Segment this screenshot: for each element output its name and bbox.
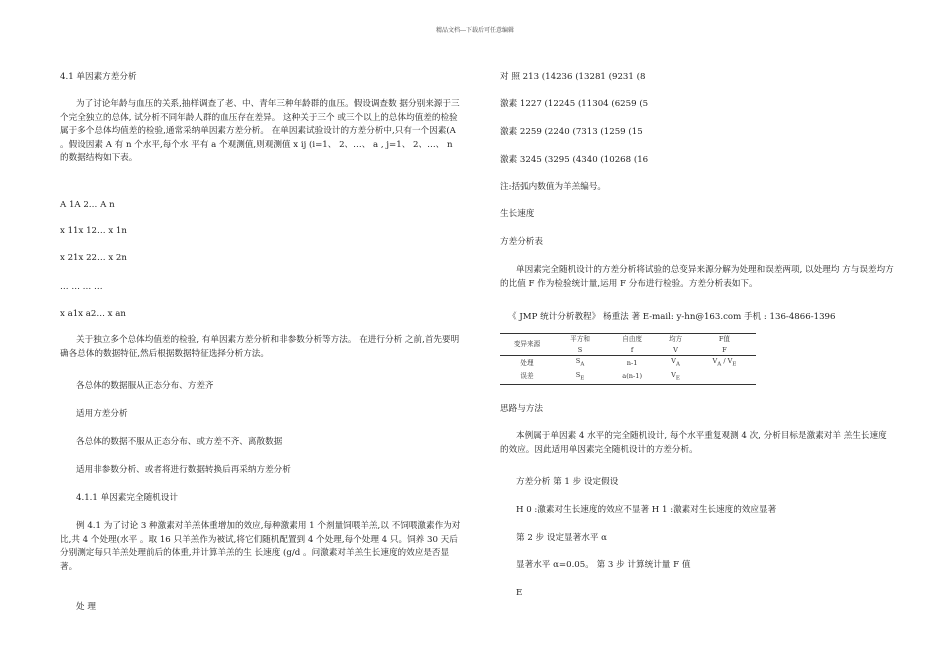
anova-table — [500, 333, 756, 385]
data-row-hormone-1: 激素 1227 (12245 (11304 (6259 (5 — [500, 99, 649, 109]
data-row-control: 对 照 213 (14236 (13281 (9231 (8 — [500, 72, 646, 82]
anova-row-treatment — [500, 356, 756, 370]
header-ms-symbol: V — [658, 345, 693, 356]
header-df-symbol: f — [606, 345, 658, 356]
citation-line: 《 JMP 统计分析教程》 杨重法 著 E-mail: y-hn@163.com 手机 : 136-4866-1396 — [508, 312, 836, 322]
method-paragraph: 关于独立多个总体均值差的检验, 有单因素方差分析和非参数分析等方法。 在进行分析 之前,首先要明确各总体的数据特征,然后根据数据特征选择分析方法。 — [60, 335, 460, 359]
data-row-hormone-3: 激素 3245 (3295 (4340 (10268 (16 — [500, 155, 649, 165]
header-source: 变异来源 — [500, 334, 554, 356]
section-title: 4.1 单因素方差分析 — [60, 72, 137, 82]
step-2: 第 2 步 设定显著水平 α — [516, 533, 607, 543]
header-df: 自由度 — [606, 334, 658, 345]
structure-row-xa: x a1x a2… x an — [60, 309, 126, 319]
e-label: E — [516, 588, 523, 598]
step-1: 方差分析 第 1 步 设定假设 — [516, 477, 619, 487]
treatment-label: 处 理 — [76, 602, 96, 612]
example-paragraph: 例 4.1 为了讨论 3 种激素对羊羔体重增加的效应,每种激素用 1 个剂量饲喂羊羔,以 不饲喂激素作为对比,共 4 个处理(水平 。取 16 只羊羔作为被试,将它们随机配置到 4 个处理,每个处理 4 只。饲养 30 天后分别测定每只羊羔处理前后的体重,并计算羊羔的生 长速度 (g/d 。问激素对羊羔生长速度的效应是否显著。 — [60, 521, 461, 572]
alpha-line: 显著水平 α=0.05。 第 3 步 计算统计量 F 值 — [516, 560, 691, 570]
row-error-f — [693, 370, 756, 384]
anova-table-title: 方差分析表 — [500, 237, 543, 247]
row-treatment-f: $V_A / V_E$ — [712, 357, 737, 368]
row-error-df: a(n-1) — [606, 370, 658, 384]
hypothesis-line: H 0 :激素对生长速度的效应不显著 H 1 :激素对生长速度的效应显著 — [516, 505, 777, 515]
header-f: F值 — [693, 334, 756, 345]
condition-nonnormal: 各总体的数据不服从正态分布、或方差不齐、离散数据 — [76, 437, 283, 447]
anova-row-error — [500, 370, 756, 384]
row-treatment-source: 处理 — [520, 358, 534, 367]
approach-heading: 思路与方法 — [500, 404, 543, 414]
method-nonparametric: 适用非参数分析、或者将进行数据转换后再采纳方差分析 — [76, 465, 291, 475]
example-analysis-paragraph: 本例属于单因素 4 水平的完全随机设计, 每个水平重复观测 4 次, 分析目标是激素对羊 羔生长速度的效应。因此适用单因素完全随机设计的方差分析。 — [500, 431, 887, 455]
header-ms: 均方 — [658, 334, 693, 345]
row-error-source: 误差 — [500, 370, 554, 384]
row-treatment-ms: $V_A$ — [671, 357, 680, 368]
header-f-symbol: F — [693, 345, 756, 356]
header-ss: 平方和 — [554, 334, 606, 345]
data-row-hormone-2: 激素 2259 (2240 (7313 (1259 (15 — [500, 127, 643, 137]
page-header: 精品文档---下载后可任意编辑 — [435, 27, 515, 34]
growth-rate-label: 生长速度 — [500, 209, 535, 219]
row-error-ss: $S_E$ — [554, 370, 606, 384]
method-anova: 适用方差分析 — [76, 409, 128, 419]
structure-row-x1: x 11x 12… x 1n — [60, 226, 127, 236]
condition-normal: 各总体的数据服从正态分布、方差齐 — [76, 381, 214, 391]
intro-paragraph: 为了讨论年龄与血压的关系,抽样调查了老、中、青年三种年龄群的血压。假设调查数 据分别来源于三个完全独立的总体, 试分析不同年龄人群的血压存在差异。 这种关于三个 或三个以上的总体均值差的检验属于多个总体均值差的检验,通常采纳单因素方差分析。 在单因素试验设计的方差分析中,只有一个因素(A 。假设因素 A 有 n 个水平,每个水 平有 a 个观测值,则观测值 x ij (i=1、 2、…、 a , j=1、 2、…、 n 的数据结构如下表。 — [60, 99, 460, 164]
row-treatment-ss: $S_A$ — [575, 357, 585, 368]
structure-row-x2: x 21x 22… x 2n — [60, 253, 127, 263]
crd-paragraph: 单因素完全随机设计的方差分析将试验的总变异来源分解为处理和误差两项, 以处理均 方与误差均方的比值 F 作为检验统计量,运用 F 分布进行检验。方差分析表如下。 — [500, 265, 894, 289]
row-treatment-df: n-1 — [626, 358, 638, 367]
table-note: 注:括弧内数值为羊羔编号。 — [500, 182, 607, 192]
row-error-ms: $V_E$ — [658, 370, 693, 384]
anova-header-row — [500, 334, 756, 345]
header-ss-symbol: S — [554, 345, 606, 356]
structure-row-dots: … … … … — [60, 282, 103, 292]
subsection-title: 4.1.1 单因素完全随机设计 — [76, 493, 178, 503]
structure-row-a: A 1A 2… A n — [60, 200, 115, 210]
